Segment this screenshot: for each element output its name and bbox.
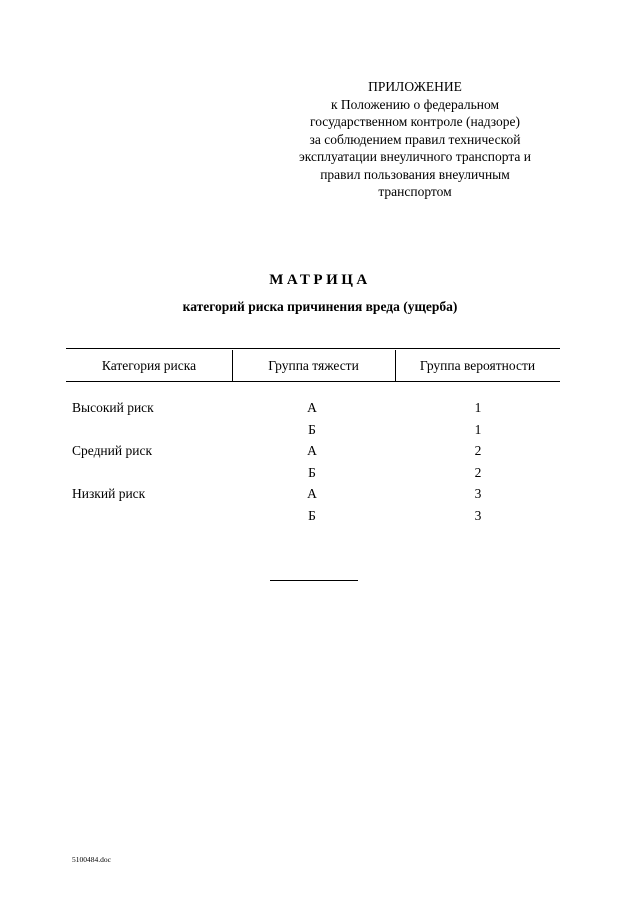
table-row <box>0 465 640 487</box>
severity-cell: Б <box>308 421 316 437</box>
table-row <box>0 508 640 530</box>
table-row <box>0 400 640 422</box>
appendix-line: за соблюдением правил технической <box>309 131 521 147</box>
appendix-line: к Положению о федеральном <box>330 96 500 112</box>
appendix-line: транспортом <box>378 184 452 199</box>
probability-cell: 3 <box>474 486 482 501</box>
document-title: МАТРИЦА <box>269 272 371 288</box>
table-row <box>0 422 640 444</box>
probability-cell: 2 <box>474 443 482 458</box>
appendix-line: правил пользования внеуличным <box>320 166 510 182</box>
risk-category-cell: Средний риск <box>72 443 153 458</box>
probability-cell: 2 <box>474 464 482 480</box>
header-severity-group: Группа тяжести <box>268 358 359 373</box>
closing-rule <box>270 580 358 581</box>
appendix-heading: ПРИЛОЖЕНИЕ <box>368 79 462 94</box>
severity-cell: А <box>307 400 317 415</box>
header-risk-category: Категория риска <box>101 358 197 373</box>
probability-cell: 1 <box>474 421 482 437</box>
severity-cell: А <box>307 486 317 501</box>
document-subtitle: категорий риска причинения вреда (ущерба) <box>182 299 458 314</box>
probability-cell: 1 <box>474 400 482 415</box>
table-header-rule <box>66 381 560 382</box>
appendix-line: государственном контроле (надзоре) <box>310 114 520 129</box>
footer-filename: 5100484.doc <box>72 855 111 864</box>
severity-cell: Б <box>308 464 316 480</box>
risk-category-cell: Высокий риск <box>72 400 154 415</box>
risk-table-body <box>0 400 640 529</box>
header-probability-group: Группа вероятности <box>419 358 536 373</box>
severity-cell: Б <box>308 507 316 523</box>
table-top-rule <box>66 348 560 349</box>
risk-category-cell: Низкий риск <box>72 486 146 501</box>
table-row <box>0 486 640 508</box>
severity-cell: А <box>307 443 317 458</box>
appendix-line: эксплуатации внеуличного транспорта и <box>299 149 531 164</box>
table-row <box>0 443 640 465</box>
appendix-block <box>270 78 560 201</box>
probability-cell: 3 <box>474 507 482 523</box>
